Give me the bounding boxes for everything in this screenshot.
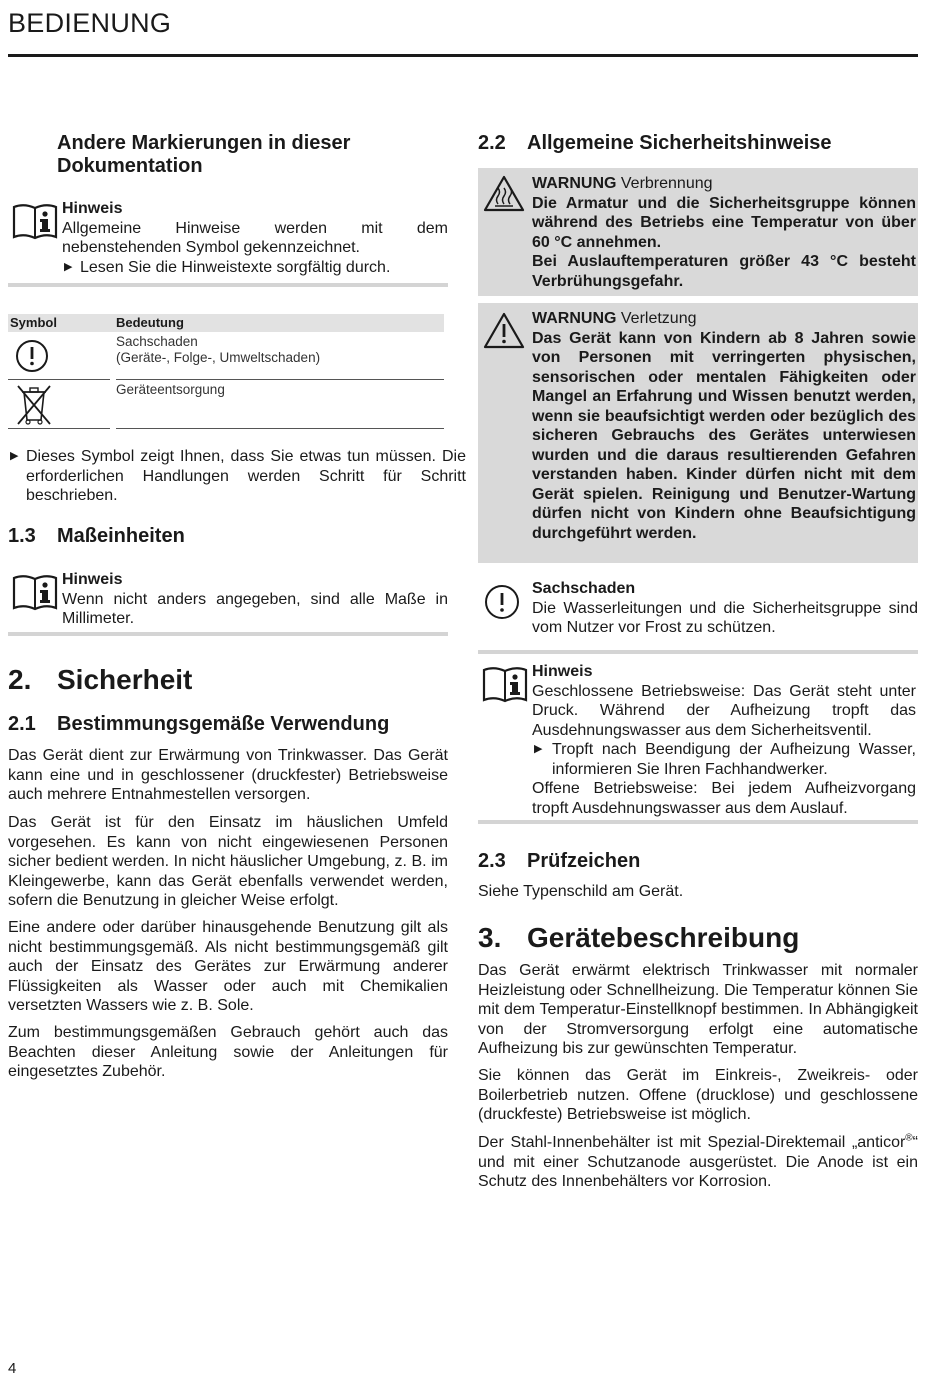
section-2-1-heading: [8, 713, 448, 736]
table-divider: [8, 379, 110, 380]
action-instruction-bullet: [8, 447, 466, 506]
warning-burn-box: [478, 168, 918, 296]
symbol-meaning-disposal: Geräteentsorgung: [116, 382, 225, 397]
warning-heading: [532, 174, 916, 194]
warning-label: WARNUNG: [532, 175, 617, 192]
section-title: Allgemeine Sicherheitshinweise: [527, 132, 832, 154]
exclamation-circle-icon: [12, 338, 52, 379]
notice-rule: [478, 650, 918, 654]
symbol-column-header: Symbol: [10, 315, 57, 330]
warning-triangle-icon: [482, 311, 526, 356]
meaning-column-header: Bedeutung: [116, 315, 184, 330]
body-paragraph: Das Gerät dient zur Erwärmung von Trinkwasser. Das Gerät kann eine und in geschlossener (druckfester) Betriebsweise auch mehrere Entnahmestellen versorgen.: [8, 747, 448, 803]
notice-rule: [478, 820, 918, 824]
chapter-number: 3.: [478, 922, 502, 953]
section-number: 2.2: [478, 132, 506, 154]
body-paragraph: Sie können das Gerät im Einkreis-, Zweikreis- oder Boilerbetrieb nutzen. Offene (drucklose) und geschlossene (druckfeste) Betriebsweise ist möglich.: [478, 1067, 918, 1123]
section-number: 2.1: [8, 713, 36, 735]
body-paragraph: Eine andere oder darüber hinausgehende Benutzung gilt als nicht bestimmungsgemäß. Als nicht bestimmungsgemäß gilt auch der Einsatz des Gerätes zur Erwärmung anderer Flüssigkeiten als Wasser oder auch mit Chemikalien versetzten Wassers wie z. B. Sole.: [8, 919, 448, 1014]
symbol-meaning-property-damage: Sachschaden (Geräte-, Folge-, Umweltschaden): [116, 334, 321, 365]
page-header-title: BEDIENUNG: [8, 8, 172, 38]
hot-surface-warning-icon: [482, 174, 526, 219]
chapter-title: Sicherheit: [57, 664, 193, 695]
arrow-right-icon: ▶: [534, 743, 543, 755]
notice-rule: [8, 283, 448, 287]
notice-bullet-text: Tropft nach Beendigung der Aufheizung Wasser, informieren Sie Ihren Fachhandwerker.: [552, 741, 916, 778]
notice-text: Offene Betriebsweise: Bei jedem Aufheizvorgang tropft Ausdehnungswasser aus dem Auslauf.: [532, 780, 916, 817]
arrow-right-icon: ▶: [10, 450, 19, 462]
warning-type: Verletzung: [620, 310, 697, 327]
header-rule: [8, 54, 918, 57]
section-1-3-heading: [8, 525, 448, 548]
notice-bullet: [532, 740, 916, 779]
warning-text: Die Armatur und die Sicherheitsgruppe können während des Betriebs eine Temperatur von über 60 °C annehmen.: [532, 194, 916, 251]
warning-text: Bei Auslauftemperaturen größer 43 °C besteht Verbrühungsgefahr.: [532, 253, 916, 290]
arrow-right-icon: ▶: [64, 260, 73, 273]
notice-text: Wenn nicht anders angegeben, sind alle Maße in Millimeter.: [62, 590, 448, 627]
warning-type: Verbrennung: [620, 175, 713, 192]
chapter-title: Gerätebeschreibung: [527, 922, 800, 953]
section-number: 2.3: [478, 850, 506, 872]
notice-title: Hinweis: [62, 571, 123, 588]
notice-rule: [8, 632, 448, 636]
warning-heading: [532, 309, 916, 329]
notice-title: Hinweis: [532, 663, 593, 680]
section-1-2-heading: [8, 132, 497, 178]
section-number: [8, 132, 57, 155]
hinweis-notice: [8, 199, 448, 277]
property-damage-notice: [478, 579, 918, 638]
section-title: Andere Markierungen in dieser Dokumentation: [57, 132, 351, 177]
crossed-bin-icon: [14, 382, 54, 433]
body-paragraph: Der Stahl-Innenbehälter ist mit Spezial-Direktemail „anticor®“ und mit einer Schutzanode ausgerüstet. Die Anode ist ein Schutz des Innenbehälters vor Korrosion.: [478, 1132, 918, 1190]
info-book-icon: [482, 664, 528, 709]
body-paragraph: Das Gerät erwärmt elektrisch Trinkwasser mit normaler Heizleistung oder Schnellheizung. Die Temperatur können Sie mit dem Temperatur-Einstellknopf bestimmen. In Abhängigkeit von der Stromversorgung erfolgt eine automatische Aufheizung bis zur gewünschten Temperatur.: [478, 962, 918, 1057]
notice-title: Sachschaden: [532, 580, 636, 597]
warning-label: WARNUNG: [532, 310, 617, 327]
warning-injury-box: [478, 303, 918, 563]
hinweis-notice: [478, 662, 918, 818]
section-number: 1.3: [8, 525, 36, 547]
table-divider: [116, 379, 444, 380]
action-instruction-text: Dieses Symbol zeigt Ihnen, dass Sie etwas tun müssen. Die erforderlichen Handlungen werden Schritt für Schritt beschrieben.: [26, 448, 466, 504]
notice-bullet-text: Lesen Sie die Hinweistexte sorgfältig durch.: [80, 258, 391, 276]
symbol-table-header: [8, 314, 444, 332]
notice-text: Geschlossene Betriebsweise: Das Gerät steht unter Druck. Während der Aufheizung tropft das Ausdehnungswasser aus dem Sicherheitsventil.: [532, 682, 916, 739]
section-2-2-heading: [478, 132, 918, 155]
notice-title: Hinweis: [62, 200, 123, 217]
info-book-icon: [12, 572, 58, 617]
section-title: Bestimmungsgemäße Verwendung: [57, 713, 390, 735]
info-book-icon: [12, 201, 58, 246]
hinweis-notice: [8, 570, 448, 629]
chapter-3-heading: [478, 922, 918, 954]
body-paragraph: Das Gerät ist für den Einsatz im häuslichen Umfeld vorgesehen. Es kann von nicht eingewiesenen Personen sicher bedient werden. In nicht häuslicher Umgebung, z. B. im Kleingewerbe, kann das Gerät ebenfalls verwendet werden, sofern die Benutzung in gleicher Weise erfolgt.: [8, 814, 448, 909]
body-paragraph: Zum bestimmungsgemäßen Gebrauch gehört auch das Beachten dieser Anleitung sowie der Anleitungen für eingesetztes Zubehör.: [8, 1024, 448, 1080]
table-divider: [116, 428, 444, 429]
chapter-2-heading: [8, 664, 448, 696]
notice-text: Allgemeine Hinweise werden mit dem nebenstehenden Symbol gekennzeichnet.: [62, 219, 448, 256]
exclamation-circle-icon: [482, 583, 522, 626]
notice-bullet: [62, 258, 448, 278]
body-paragraph: Siehe Typenschild am Gerät.: [478, 883, 684, 900]
section-title: Maßeinheiten: [57, 525, 185, 547]
section-title: Prüfzeichen: [527, 850, 641, 872]
table-divider: [8, 428, 110, 429]
warning-text: Das Gerät kann von Kindern ab 8 Jahren sowie von Personen mit verringerten physischen, sensorischen oder mentalen Fähigkeiten oder Mangel an Erfahrung und Wissen benutzt werden, wenn sie beaufsichtigt werden oder bezüglich des sicheren Gebrauchs des Gerätes unterwiesen wurden und die daraus resultierenden Gefahren verstanden haben. Kinder dürfen nicht mit dem Gerät spielen. Reinigung und Benutzer-Wartung dürfen nicht von Kindern ohne Beaufsichtigung durchgeführt werden.: [532, 329, 916, 542]
notice-text: Die Wasserleitungen und die Sicherheitsgruppe sind vom Nutzer vor Frost zu schützen.: [532, 599, 918, 636]
chapter-number: 2.: [8, 664, 32, 695]
page-number: 4: [8, 1360, 17, 1377]
section-2-3-heading: [478, 850, 918, 873]
